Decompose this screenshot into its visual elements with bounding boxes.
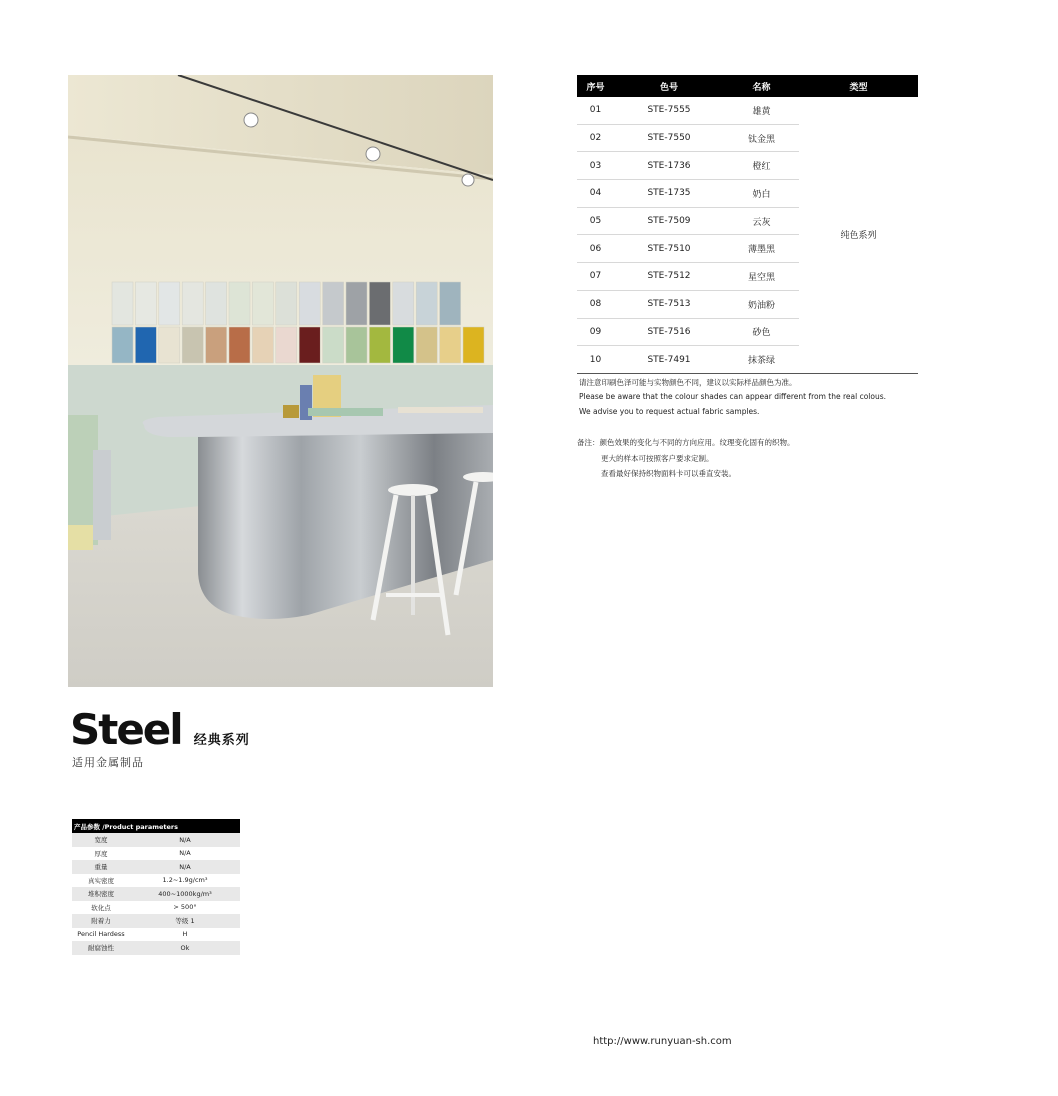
color-row <box>577 97 918 124</box>
swatch-card <box>112 327 133 363</box>
param-name: 耐腐蚀性 <box>72 941 130 955</box>
color-index: 09 <box>577 318 614 346</box>
param-value: H <box>182 930 188 939</box>
color-code: STE-1735 <box>614 180 724 208</box>
swatch-card <box>182 327 203 363</box>
param-name: 堆积密度 <box>72 887 130 901</box>
color-index: 04 <box>577 180 614 208</box>
param-value: N/A <box>130 833 240 847</box>
brand-header <box>70 707 250 753</box>
swatch-card <box>393 282 414 325</box>
params-row <box>72 874 240 888</box>
swatch-card <box>206 327 227 363</box>
param-value: 400~1000kg/m³ <box>130 887 240 901</box>
swatch-card <box>299 327 320 363</box>
color-name: 云灰 <box>724 207 799 235</box>
showroom-illustration <box>68 75 493 687</box>
brand-subtitle: 适用金属制品 <box>72 756 144 769</box>
color-index: 05 <box>577 207 614 235</box>
param-value: > 500° <box>173 903 197 912</box>
remark-line-3: 查看最好保持织物面料卡可以垂直安装。 <box>601 469 736 479</box>
swatch-row-upper <box>112 282 461 325</box>
color-table-header <box>577 75 918 97</box>
swatch-card <box>393 327 414 363</box>
param-name: Pencil Hardess <box>77 930 125 939</box>
swatch-card <box>135 282 156 325</box>
swatch-card <box>252 327 273 363</box>
param-name: 厚度 <box>94 849 108 858</box>
swatch-card <box>463 327 484 363</box>
color-index: 02 <box>577 124 614 152</box>
swatch-card <box>252 282 273 325</box>
color-index: 01 <box>577 97 614 124</box>
website-url[interactable]: http://www.runyuan-sh.com <box>593 1036 732 1047</box>
swatch-card <box>440 282 461 325</box>
color-code: STE-7550 <box>614 124 724 152</box>
header-type: 类型 <box>799 75 918 97</box>
color-index: 06 <box>577 235 614 263</box>
color-index: 10 <box>577 346 614 374</box>
swatch-card <box>323 327 344 363</box>
color-name: 橙红 <box>724 152 799 180</box>
param-value: N/A <box>130 860 240 874</box>
color-code: STE-7510 <box>614 235 724 263</box>
swatch-card <box>182 282 203 325</box>
swatch-card <box>440 327 461 363</box>
color-code: STE-7509 <box>614 207 724 235</box>
params-row <box>72 928 240 942</box>
swatch-card <box>276 282 297 325</box>
color-code: STE-7513 <box>614 290 724 318</box>
params-row <box>72 860 240 874</box>
swatch-card <box>229 327 250 363</box>
swatch-card <box>416 327 437 363</box>
param-name: 附着力 <box>72 914 130 928</box>
color-index: 08 <box>577 290 614 318</box>
param-name: 软化点 <box>91 903 111 912</box>
color-name: 星空黑 <box>724 263 799 291</box>
color-name: 钛金黑 <box>724 124 799 152</box>
params-row <box>72 833 240 847</box>
notice-line-1: 请注意印刷色泽可能与实物颜色不同，建议以实际样品颜色为准。 <box>579 378 797 387</box>
color-code: STE-7512 <box>614 263 724 291</box>
params-row <box>72 887 240 901</box>
swatch-card <box>346 282 367 325</box>
color-name: 雄黄 <box>724 97 799 124</box>
params-row <box>72 914 240 928</box>
swatch-card <box>229 282 250 325</box>
color-notice <box>579 376 886 419</box>
swatch-card <box>112 282 133 325</box>
color-table <box>577 75 918 374</box>
swatch-card <box>346 327 367 363</box>
header-index: 序号 <box>577 75 614 97</box>
swatch-card <box>416 282 437 325</box>
color-name: 薄墨黑 <box>724 235 799 263</box>
swatch-card <box>159 327 180 363</box>
swatch-card <box>369 282 390 325</box>
color-name: 奶油粉 <box>724 290 799 318</box>
swatch-card <box>135 327 156 363</box>
color-code: STE-7555 <box>614 97 724 124</box>
param-value: 等级 1 <box>130 914 240 928</box>
params-row <box>72 941 240 955</box>
color-name: 砂色 <box>724 318 799 346</box>
notice-line-3: We advise you to request actual fabric samples. <box>579 406 760 416</box>
remarks <box>577 435 795 482</box>
color-name: 抹茶绿 <box>724 346 799 374</box>
params-row <box>72 847 240 861</box>
showroom-photo <box>68 75 493 687</box>
swatch-card <box>369 327 390 363</box>
color-index: 03 <box>577 152 614 180</box>
color-code: STE-7491 <box>614 346 724 374</box>
swatch-card <box>299 282 320 325</box>
header-code: 色号 <box>614 75 724 97</box>
color-name: 奶白 <box>724 180 799 208</box>
param-value: 1.2~1.9g/cm³ <box>162 876 208 885</box>
swatch-card <box>276 327 297 363</box>
color-code: STE-1736 <box>614 152 724 180</box>
brand-title: Steel <box>70 705 182 754</box>
brand-series: 经典系列 <box>193 733 250 748</box>
param-name: 宽度 <box>72 833 130 847</box>
color-type: 纯色系列 <box>799 97 918 373</box>
header-name: 名称 <box>724 75 799 97</box>
params-header: 产品参数 /Product parameters <box>72 819 240 833</box>
color-code: STE-7516 <box>614 318 724 346</box>
notice-line-2: Please be aware that the colour shades can appear different from the real colous. <box>579 392 887 402</box>
remark-line-2: 更大的样本可按照客户要求定制。 <box>601 453 714 463</box>
params-row <box>72 901 240 915</box>
param-value: Ok <box>130 941 240 955</box>
swatch-card <box>159 282 180 325</box>
remark-line-1: 备注：颜色效果的变化与不同的方向应用。纹理变化固有的织物。 <box>577 438 795 447</box>
swatch-card <box>323 282 344 325</box>
color-index: 07 <box>577 263 614 291</box>
param-name: 真实密度 <box>88 876 114 885</box>
swatch-card <box>206 282 227 325</box>
product-params-table <box>72 819 240 955</box>
param-value: N/A <box>179 849 191 858</box>
param-name: 重量 <box>72 860 130 874</box>
